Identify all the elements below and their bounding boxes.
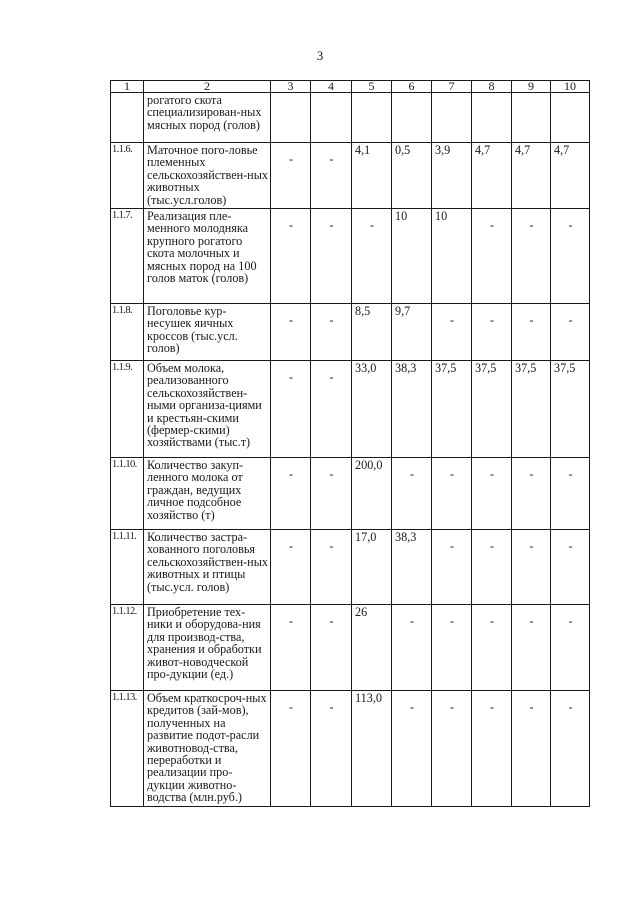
value-cell bbox=[352, 304, 392, 361]
cell-value: 38,3 bbox=[395, 530, 417, 545]
value-cell bbox=[551, 209, 590, 304]
cell-value: 4,7 bbox=[475, 143, 491, 157]
indicator-name: Объем молока, реализованного сельскохозяйствен-ными организа-циями и крестьян-скими (фермер-скими) хозяйствами (тыс.т) bbox=[144, 361, 271, 458]
value-cell bbox=[271, 209, 311, 304]
value-cell bbox=[432, 530, 472, 605]
cell-value: 17,0 bbox=[355, 530, 377, 545]
table-row bbox=[111, 530, 590, 605]
column-header-7: 7 bbox=[432, 81, 472, 93]
cell-value: - bbox=[409, 614, 415, 629]
cell-value: - bbox=[568, 218, 573, 233]
row-number: 1.1.9. bbox=[111, 361, 144, 458]
value-cell bbox=[271, 458, 311, 530]
cell-value: 10 bbox=[395, 209, 408, 224]
cell-value: 9,7 bbox=[395, 304, 411, 319]
cell-value: - bbox=[489, 313, 495, 328]
cell-value: 200,0 bbox=[355, 458, 383, 473]
cell-value: - bbox=[529, 700, 534, 715]
value-cell bbox=[352, 530, 392, 605]
table-row bbox=[111, 209, 590, 304]
cell-value: - bbox=[449, 313, 455, 328]
cell-value: - bbox=[529, 539, 534, 554]
value-cell bbox=[392, 605, 432, 691]
cell-value: - bbox=[529, 467, 534, 482]
cell-value: 8,5 bbox=[355, 304, 371, 319]
cell-value: - bbox=[288, 370, 294, 385]
cell-value: - bbox=[529, 218, 534, 233]
cell-value: 4,7 bbox=[515, 143, 531, 157]
cell-value: 3,9 bbox=[435, 143, 451, 157]
table-header-row bbox=[111, 81, 590, 93]
cell-value: - bbox=[568, 313, 573, 328]
value-cell bbox=[551, 691, 590, 807]
cell-value: - bbox=[489, 218, 495, 233]
column-header-3: 3 bbox=[271, 81, 311, 93]
value-cell bbox=[311, 361, 352, 458]
cell-value: 33,0 bbox=[355, 361, 377, 376]
cell-value: - bbox=[288, 313, 294, 328]
cell-value: - bbox=[288, 467, 294, 482]
value-cell bbox=[472, 143, 512, 209]
value-cell bbox=[311, 304, 352, 361]
value-cell bbox=[512, 530, 551, 605]
value-cell bbox=[392, 143, 432, 209]
indicator-name: Реализация пле-менного молодняка крупного рогатого скота молочных и мясных пород на 100 голов маток (голов) bbox=[144, 209, 271, 304]
cell-value: - bbox=[329, 467, 334, 482]
value-cell bbox=[392, 361, 432, 458]
value-cell bbox=[271, 143, 311, 209]
value-cell bbox=[311, 209, 352, 304]
cell-value: - bbox=[529, 614, 534, 629]
column-header-6: 6 bbox=[392, 81, 432, 93]
row-number: 1.1.6. bbox=[111, 143, 144, 209]
value-cell bbox=[271, 530, 311, 605]
row-number bbox=[111, 93, 144, 143]
cell-value: - bbox=[489, 539, 495, 554]
indicator-name: Количество застра-хованного поголовья сельскохозяйствен-ных животных и птицы (тыс.усл. голов) bbox=[144, 530, 271, 605]
table-row bbox=[111, 361, 590, 458]
value-cell bbox=[352, 605, 392, 691]
cell-value: - bbox=[409, 467, 415, 482]
value-cell bbox=[472, 93, 512, 143]
value-cell bbox=[271, 361, 311, 458]
value-cell bbox=[271, 304, 311, 361]
cell-value: 37,5 bbox=[435, 361, 457, 376]
value-cell bbox=[311, 530, 352, 605]
value-cell bbox=[392, 209, 432, 304]
indicator-name: Поголовье кур-несушек яичных кроссов (тыс.усл. голов) bbox=[144, 304, 271, 361]
row-number: 1.1.10. bbox=[111, 458, 144, 530]
indicator-name: Объем краткосроч-ных кредитов (зай-мов), полученных на развитие подот-расли животновод-ства, переработки и реализации про-дукции животно-водства (млн.руб.) bbox=[144, 691, 271, 807]
value-cell bbox=[432, 458, 472, 530]
cell-value: 4,1 bbox=[355, 143, 371, 157]
value-cell bbox=[551, 143, 590, 209]
cell-value: - bbox=[329, 700, 334, 715]
value-cell bbox=[512, 209, 551, 304]
cell-value: - bbox=[489, 467, 495, 482]
value-cell bbox=[352, 691, 392, 807]
cell-value: - bbox=[329, 539, 334, 554]
value-cell bbox=[472, 209, 512, 304]
indicator-name: рогатого скота специализирован-ных мясных пород (голов) bbox=[144, 93, 271, 143]
row-number: 1.1.8. bbox=[111, 304, 144, 361]
table-row bbox=[111, 143, 590, 209]
cell-value: 10 bbox=[435, 209, 448, 224]
value-cell bbox=[352, 361, 392, 458]
cell-value: 113,0 bbox=[355, 691, 382, 706]
cell-value: - bbox=[288, 614, 294, 629]
value-cell bbox=[311, 605, 352, 691]
value-cell bbox=[392, 458, 432, 530]
column-header-9: 9 bbox=[512, 81, 551, 93]
cell-value: - bbox=[529, 313, 534, 328]
cell-value: - bbox=[489, 614, 495, 629]
row-number: 1.1.11. bbox=[111, 530, 144, 605]
table-row bbox=[111, 304, 590, 361]
cell-value: - bbox=[369, 218, 375, 233]
cell-value: - bbox=[288, 700, 294, 715]
value-cell bbox=[392, 530, 432, 605]
value-cell bbox=[311, 143, 352, 209]
cell-value: - bbox=[568, 539, 573, 554]
value-cell bbox=[512, 458, 551, 530]
value-cell bbox=[311, 93, 352, 143]
value-cell bbox=[352, 93, 392, 143]
value-cell bbox=[512, 361, 551, 458]
cell-value: - bbox=[329, 152, 334, 166]
cell-value: - bbox=[329, 313, 334, 328]
value-cell bbox=[512, 93, 551, 143]
value-cell bbox=[432, 361, 472, 458]
value-cell bbox=[271, 691, 311, 807]
indicator-name: Приобретение тех-ники и оборудова-ния для производ-ства, хранения и обработки живот-новодческой про-дукции (ед.) bbox=[144, 605, 271, 691]
value-cell bbox=[512, 605, 551, 691]
column-header-5: 5 bbox=[352, 81, 392, 93]
cell-value: - bbox=[568, 700, 573, 715]
table-row bbox=[111, 605, 590, 691]
cell-value: 37,5 bbox=[515, 361, 537, 376]
value-cell bbox=[472, 691, 512, 807]
value-cell bbox=[432, 605, 472, 691]
column-header-1: 1 bbox=[111, 81, 144, 93]
value-cell bbox=[432, 93, 472, 143]
cell-value: - bbox=[449, 539, 455, 554]
table-row bbox=[111, 691, 590, 807]
value-cell bbox=[392, 691, 432, 807]
value-cell bbox=[311, 458, 352, 530]
value-cell bbox=[432, 209, 472, 304]
value-cell bbox=[352, 143, 392, 209]
cell-value: - bbox=[329, 370, 334, 385]
column-header-8: 8 bbox=[472, 81, 512, 93]
value-cell bbox=[512, 143, 551, 209]
value-cell bbox=[432, 143, 472, 209]
value-cell bbox=[472, 530, 512, 605]
cell-value: - bbox=[449, 614, 455, 629]
value-cell bbox=[271, 93, 311, 143]
cell-value: - bbox=[288, 539, 294, 554]
value-cell bbox=[432, 691, 472, 807]
indicator-name: Количество закуп-ленного молока от граждан, ведущих личное подсобное хозяйство (т) bbox=[144, 458, 271, 530]
value-cell bbox=[551, 93, 590, 143]
value-cell bbox=[432, 304, 472, 361]
cell-value: - bbox=[568, 614, 573, 629]
value-cell bbox=[551, 304, 590, 361]
value-cell bbox=[472, 605, 512, 691]
cell-value: - bbox=[449, 467, 455, 482]
cell-value: 4,7 bbox=[554, 143, 570, 157]
cell-value: - bbox=[329, 614, 334, 629]
value-cell bbox=[472, 361, 512, 458]
indicators-table bbox=[110, 80, 590, 807]
table-row bbox=[111, 458, 590, 530]
cell-value: 37,5 bbox=[475, 361, 497, 376]
cell-value: 37,5 bbox=[554, 361, 576, 376]
page-number: 3 bbox=[316, 48, 324, 63]
cell-value: - bbox=[409, 700, 415, 715]
cell-value: 26 bbox=[355, 605, 368, 620]
value-cell bbox=[551, 605, 590, 691]
value-cell bbox=[392, 93, 432, 143]
value-cell bbox=[512, 304, 551, 361]
value-cell bbox=[551, 530, 590, 605]
cell-value: - bbox=[489, 700, 495, 715]
value-cell bbox=[311, 691, 352, 807]
column-header-2: 2 bbox=[144, 81, 271, 93]
column-header-10: 10 bbox=[551, 81, 590, 93]
column-header-4: 4 bbox=[311, 81, 352, 93]
cell-value: 0,5 bbox=[395, 143, 411, 157]
value-cell bbox=[271, 605, 311, 691]
cell-value: - bbox=[568, 467, 573, 482]
cell-value: - bbox=[288, 152, 294, 166]
row-number: 1.1.13. bbox=[111, 691, 144, 807]
value-cell bbox=[352, 209, 392, 304]
cell-value: - bbox=[329, 218, 334, 233]
cell-value: 38,3 bbox=[395, 361, 417, 376]
table-row bbox=[111, 93, 590, 143]
value-cell bbox=[392, 304, 432, 361]
row-number: 1.1.7. bbox=[111, 209, 144, 304]
value-cell bbox=[512, 691, 551, 807]
value-cell bbox=[472, 458, 512, 530]
row-number: 1.1.12. bbox=[111, 605, 144, 691]
indicator-name: Маточное пого-ловье племенных сельскохозяйствен-ных животных (тыс.усл.голов) bbox=[144, 143, 271, 209]
value-cell bbox=[551, 458, 590, 530]
value-cell bbox=[352, 458, 392, 530]
value-cell bbox=[551, 361, 590, 458]
cell-value: - bbox=[288, 218, 294, 233]
cell-value: - bbox=[449, 700, 455, 715]
value-cell bbox=[472, 304, 512, 361]
